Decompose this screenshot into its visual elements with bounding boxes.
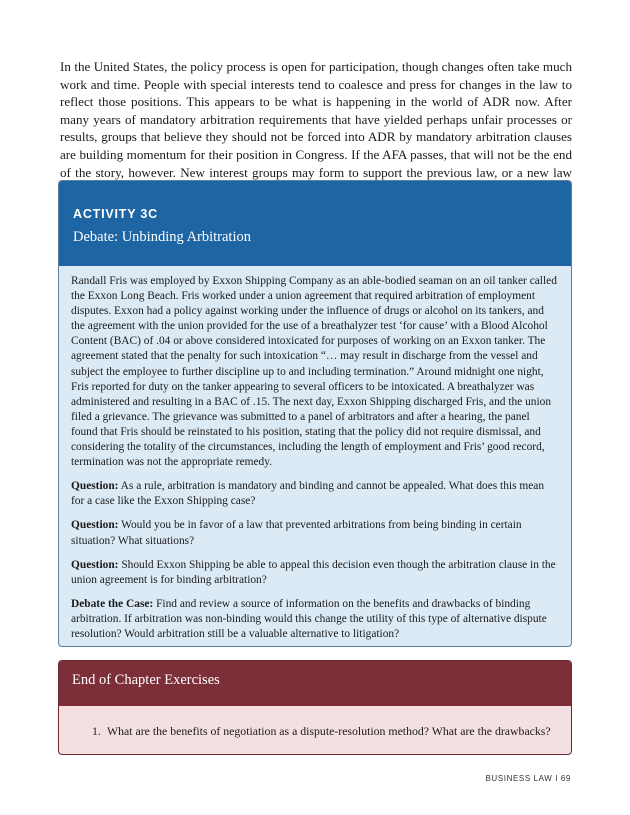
question-label: Question: <box>71 558 119 571</box>
page-footer: BUSINESS LAW I 69 <box>485 774 571 783</box>
activity-header <box>59 181 571 266</box>
debate-text: Find and review a source of information on the benefits and drawbacks of binding arbitration. If arbitration was non-binding would this change the utility of this type of alternative dispute resolution? Would arbitration still be a valuable alternative to litigation? <box>71 597 547 640</box>
question-paragraph <box>71 479 559 509</box>
exercises-box <box>58 660 572 755</box>
question-text: As a rule, arbitration is mandatory and binding and cannot be appealed. What does this mean for a case like the Exxon Shipping case? <box>71 480 545 508</box>
intro-paragraph: In the United States, the policy process is open for participation, though changes often take much work and time. People with special interests tend to coalesce and press for changes in the law to reflect those positions. This appears to be what is happening in the world of ADR now. After many years of mandatory arbitration requirements that have yielded perhaps unfair processes or results, groups that believe they should not be forced into ADR by mandatory arbitration clauses are building momentum for their position in Congress. If the AFA passes, that will not be the end of the story, however. New interest groups may form to support the previous law, or a new law <box>60 59 572 180</box>
exercise-text: What are the benefits of negotiation as a dispute-resolution method? What are the drawbacks? <box>107 724 551 738</box>
activity-box <box>58 180 572 647</box>
debate-paragraph <box>71 597 559 642</box>
question-text: Would you be in favor of a law that prevented arbitrations from being binding in certain situation? What situations? <box>71 519 522 547</box>
debate-label: Debate the Case: <box>71 597 154 610</box>
question-label: Question: <box>71 519 119 532</box>
exercise-list <box>59 706 571 739</box>
exercises-title: End of Chapter Exercises <box>59 661 571 706</box>
question-paragraph <box>71 558 559 588</box>
activity-label: ACTIVITY 3C <box>73 207 158 221</box>
exercise-number: 1. <box>92 724 101 738</box>
case-story: Randall Fris was employed by Exxon Shipping Company as an able-bodied seaman on an oil tanker called the Exxon Long Beach. Fris worked under a union agreement that required arbitration of employment disputes. Exxon had a policy against working under the influence of drugs or alcohol on its tankers, and the agreement with the union provided for the use of a breathalyzer test ‘for cause’ with a Blood Alcohol Content (BAC) of .04 or above considered intoxicated for purposes of working on an Exxon tanker. The agreement stated that the penalty for such intoxication “… may result in discharge from the vessel and subject the employee to further discipline up to and including termination.” Around midnight one night, Fris reported for duty on the tanker appearing to several officers to be intoxicated. A breathalyzer was administered and resulting in a BAC of .15. The next day, Exxon Shipping discharged Fris, and the union filed a grievance. The grievance was submitted to a panel of arbitrators and after a hearing, the panel found that Fris should be reinstated to his position, stating that the policy did not require dismissal, and considering the totality of the circumstances, including the length of employment and Fris’ good record, termination was not the appropriate remedy. <box>71 275 557 469</box>
question-text: Should Exxon Shipping be able to appeal this decision even though the arbitration clause in the union agreement is for binding arbitration? <box>71 558 556 586</box>
exercise-item <box>92 724 571 739</box>
question-label: Question: <box>71 480 119 493</box>
activity-title: Debate: Unbinding Arbitration <box>73 229 251 245</box>
activity-body <box>59 266 571 642</box>
question-paragraph <box>71 518 559 548</box>
